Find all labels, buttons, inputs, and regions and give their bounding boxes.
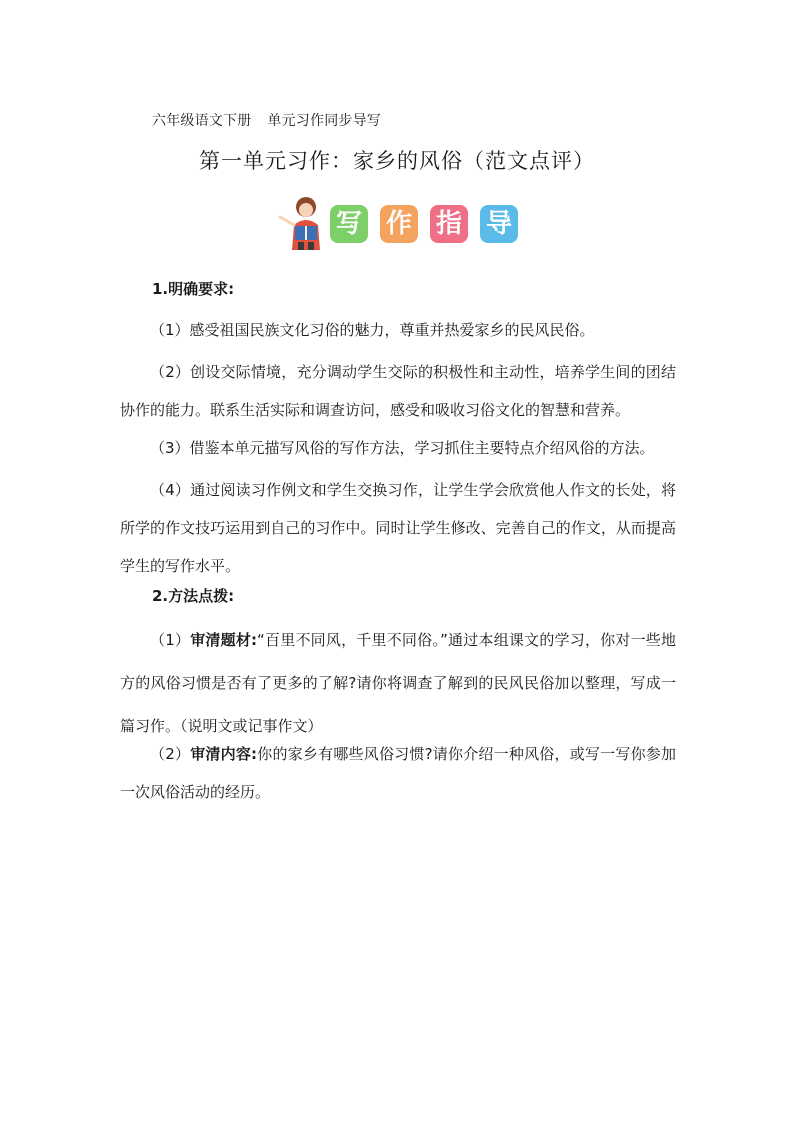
section2-heading: 2.方法点拨: <box>152 587 235 605</box>
document-title: 第一单元习作：家乡的风俗（范文点评） <box>199 149 595 173</box>
requirement-item-2: （2）创设交际情境，充分调动学生交际的积极性和主动性，培养学生间的团结协作的能力。联系生活实际和调查访问，感受和吸收习俗文化的智慧和营养。 <box>120 363 676 419</box>
method-item-2-text: 你的家乡有哪些风俗习惯?请你介绍一种风俗，或写一写你参加一次风俗活动的经历。 <box>120 745 676 801</box>
requirement-item-1: （1）感受祖国民族文化习俗的魅力，尊重并热爱家乡的民风民俗。 <box>150 321 595 339</box>
section1-heading: 1.明确要求: <box>152 280 235 298</box>
requirement-item-3: （3）借鉴本单元描写风俗的写作方法，学习抓住主要特点介绍风俗的方法。 <box>150 439 655 457</box>
method-item-1-label: 审清题材: <box>190 631 258 649</box>
method-item-1-prefix: （1） <box>150 631 191 649</box>
grade-book-label: 六年级语文下册 <box>152 113 252 129</box>
requirement-item-4: （4）通过阅读习作例文和学生交换习作，让学生学会欣赏他人作文的长处，将所学的作文技巧运用到自己的习作中。同时让学生修改、完善自己的作文，从而提高学生的写作水平。 <box>120 481 676 575</box>
method-item-2-prefix: （2） <box>150 745 191 763</box>
banner-char-xie: 写 <box>330 205 368 243</box>
method-item-2-label: 审清内容: <box>190 745 258 763</box>
method-item-1 <box>120 619 676 748</box>
banner-char-dao: 导 <box>480 205 518 243</box>
banner-char-zuo: 作 <box>380 205 418 243</box>
method-item-2 <box>120 735 676 811</box>
unit-guide-label: 单元习作同步导写 <box>267 113 382 129</box>
document-header <box>152 110 381 130</box>
writing-guide-banner <box>278 195 528 250</box>
banner-char-zhi: 指 <box>430 205 468 243</box>
method-item-1-text: “百里不同风，千里不同俗。”通过本组课文的学习，你对一些地方的风俗习惯是否有了更多的了解?请你将调查了解到的民风民俗加以整理，写成一篇习作。（说明文或记事作文） <box>120 631 677 735</box>
teacher-reading-icon <box>278 195 328 250</box>
